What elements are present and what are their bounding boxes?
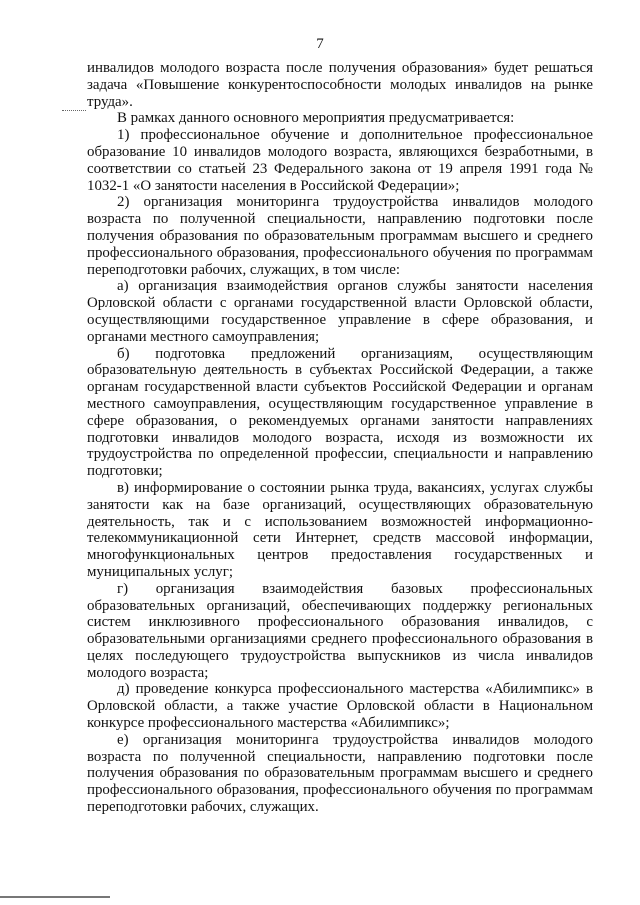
paragraph-subitem-d: д) проведение конкурса профессионального мастерства «Абилимпикс» в Орловской области, а также участие Орловской области в Национальном конкурсе профессионального мастерства «Абилимпикс»; (87, 681, 593, 732)
paragraph-subitem-a: а) организация взаимодействия органов службы занятости населения Орловской области с органами государственной власти Орловской области, осуществляющими государственное управление в сфере образования, и органами местного самоуправления; (87, 278, 593, 345)
scan-mark (62, 110, 86, 111)
paragraph-subitem-g: г) организация взаимодействия базовых профессиональных образовательных организаций, обеспечивающих поддержку региональных систем инклюзивного профессионального образования инвалидов, с образовательными организациями среднего профессионального образования в целях последующего трудоустройства выпускников из числа инвалидов молодого возраста; (87, 580, 593, 681)
paragraph-item-1: 1) профессиональное обучение и дополнительное профессиональное образование 10 инвалидов молодого возраста, являющихся безработными, в соответствии со статьей 23 Федерального закона от 19 апреля 1991 года № 1032-1 «О занятости населения в Российской Федерации»; (87, 127, 593, 194)
paragraph-item-2: 2) организация мониторинга трудоустройства инвалидов молодого возраста по полученной специальности, направлению подготовки после получения образования по образовательным программам высшего и среднего профессионального образования, профессионального обучения по программам переподготовки рабочих, служащих, в том числе: (87, 194, 593, 278)
paragraph-subitem-v: в) информирование о состоянии рынка труда, вакансиях, услугах службы занятости как на базе организаций, осуществляющих образовательную деятельность, так и с использованием возможностей информационно-телекоммуникационной сети Интернет, средств массовой информации, многофункциональных центров предоставления государственных и муниципальных услуг; (87, 479, 593, 580)
document-body (87, 60, 593, 816)
paragraph-subitem-b: б) подготовка предложений организациям, осуществляющим образовательную деятельность в субъектах Российской Федерации, а также органам государственной власти субъектов Российской Федерации и органам местного самоуправления, осуществляющим государственное управление в сфере образования, о рекомендуемых органами занятости направлениях подготовки инвалидов молодого возраста, исходя из возможности их трудоустройства по определенной профессии, специальности и направлению подготовки; (87, 345, 593, 480)
page-number: 7 (316, 36, 324, 52)
paragraph-intro: В рамках данного основного мероприятия предусматривается: (117, 110, 515, 127)
paragraph-continuation: инвалидов молодого возраста после получения образования» будет решаться задача «Повышение конкурентоспособности молодых инвалидов на рынке труда». (87, 60, 593, 110)
paragraph-subitem-e: е) организация мониторинга трудоустройства инвалидов молодого возраста по полученной специальности, направлению подготовки после получения образования по образовательным программам высшего и среднего профессионального образования, профессионального обучения по программам переподготовки рабочих, служащих. (87, 731, 593, 816)
scan-edge-mark (0, 896, 110, 898)
